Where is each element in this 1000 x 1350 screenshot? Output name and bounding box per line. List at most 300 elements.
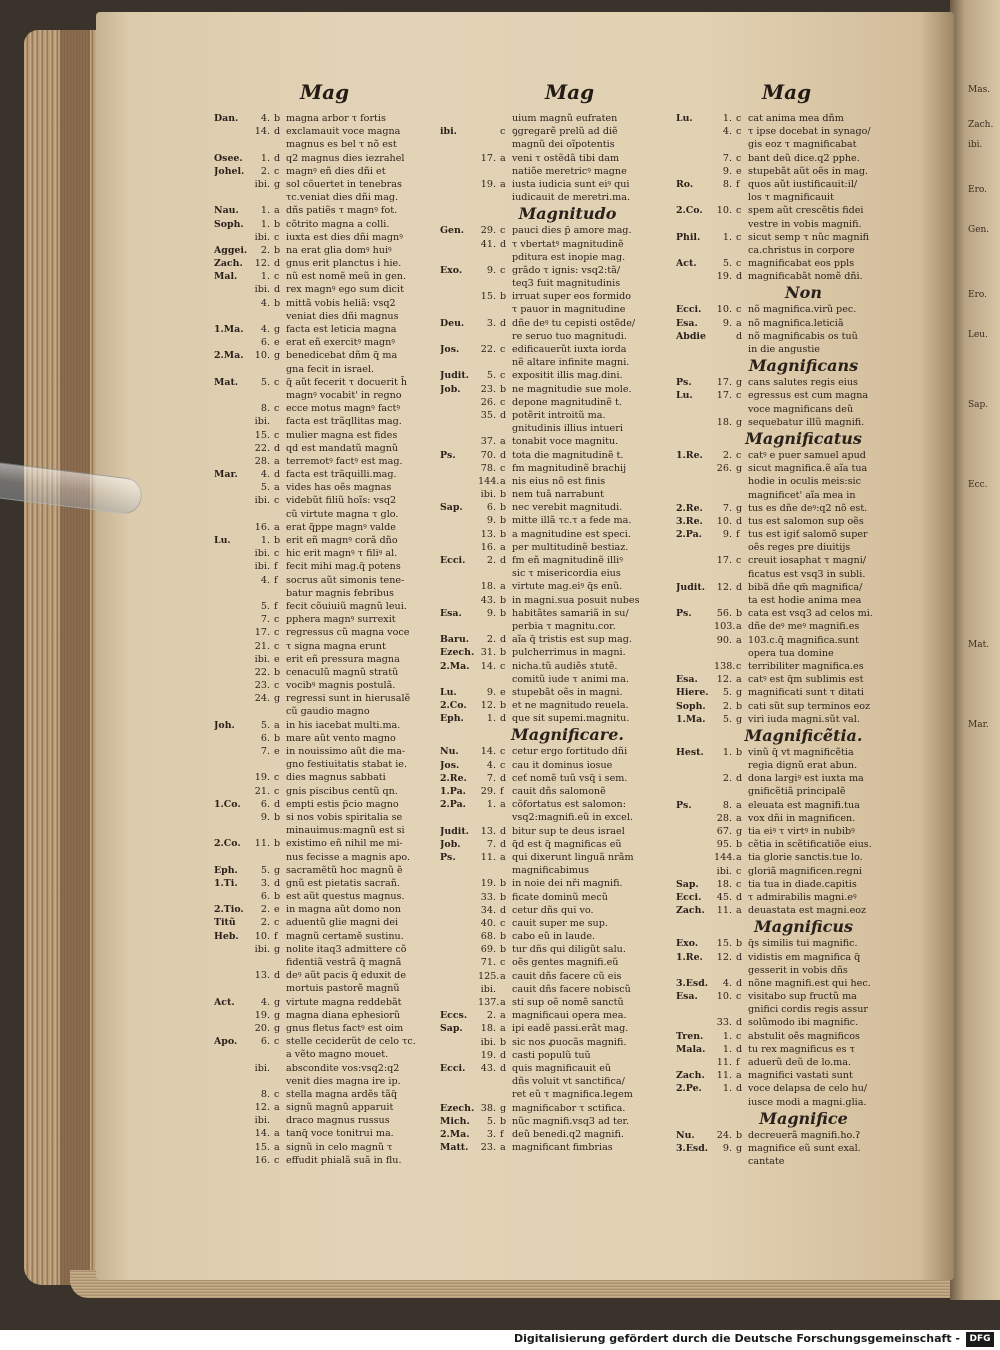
- concordance-entry: [214, 323, 439, 336]
- concordance-entry: [676, 218, 901, 231]
- chapter-number: 5.: [486, 370, 496, 382]
- section-letter: b: [274, 666, 281, 678]
- entry-text: nõ magnificabis os tuũ: [748, 330, 858, 342]
- section-heading: Magnifice: [759, 1108, 848, 1128]
- section-letter: c: [274, 772, 280, 784]
- entry-text: magnus es bel τ nõ est: [286, 139, 397, 151]
- section-letter: a: [500, 541, 506, 553]
- book-reference: 3.Esd.: [676, 977, 709, 989]
- section-letter: d: [736, 330, 743, 342]
- section-letter: g: [736, 687, 743, 699]
- chapter-number: 1.: [722, 1030, 732, 1042]
- book-reference: Abdie: [676, 330, 706, 342]
- entry-text: cõfortatus est salomon:: [512, 799, 626, 811]
- entry-text: minauimus:magnũ est si: [286, 825, 405, 837]
- section-letter: d: [500, 838, 507, 850]
- section-letter: c: [736, 1030, 742, 1042]
- concordance-entry: [214, 1009, 439, 1022]
- concordance-entry: [440, 277, 665, 290]
- section-letter: b: [736, 608, 743, 620]
- section-letter: a: [500, 851, 506, 863]
- concordance-entry: [440, 567, 665, 580]
- section-letter: c: [500, 126, 506, 138]
- section-letter: b: [500, 528, 507, 540]
- concordance-entry: [440, 864, 665, 877]
- concordance-entry: [676, 759, 901, 772]
- entry-text: potẽrit introitũ ma.: [512, 409, 606, 421]
- entry-text: sol cõuertet in tenebras: [286, 178, 402, 190]
- entry-text: erit eñ magnꝰ corã dño: [286, 535, 398, 546]
- section-letter: f: [736, 1057, 740, 1068]
- chapter-number: 33.: [480, 891, 496, 903]
- entry-text: cũ virtute magna τ glo.: [286, 508, 399, 520]
- chapter-number: 11.: [716, 1070, 732, 1082]
- chapter-number: 15.: [254, 429, 270, 441]
- concordance-entry: [214, 785, 439, 798]
- concordance-entry: [676, 389, 901, 402]
- section-letter: c: [274, 1088, 280, 1100]
- section-heading: Magnificus: [754, 917, 853, 937]
- section-heading: Magnificẽtia.: [744, 725, 863, 745]
- entry-text: in his iacebat multi.ma.: [286, 719, 401, 731]
- concordance-entry: [676, 303, 901, 316]
- concordance-entry: [214, 442, 439, 455]
- concordance-entry: [214, 429, 439, 442]
- book-reference: Lu.: [440, 686, 457, 698]
- section-letter: d: [500, 555, 507, 566]
- chapter-number: 11.: [480, 851, 496, 863]
- entry-text: tur dñs qui diligũt salu.: [512, 944, 626, 956]
- entry-text: per multitudinẽ bestiaz.: [512, 541, 629, 553]
- book-reference: 3.Re.: [676, 515, 703, 527]
- chapter-number: 9.: [722, 165, 732, 177]
- concordance-entry: [676, 1129, 901, 1142]
- concordance-entry: [440, 303, 665, 316]
- chapter-number: 5.: [260, 719, 270, 731]
- chapter-number: 5.: [260, 482, 270, 494]
- chapter-number: ibi.: [254, 1115, 270, 1127]
- concordance-entry: [214, 349, 439, 362]
- section-letter: f: [736, 529, 740, 541]
- chapter-number: 70.: [480, 449, 496, 461]
- concordance-entry: [440, 224, 665, 237]
- concordance-entry: [214, 283, 439, 296]
- concordance-entry: [676, 270, 901, 283]
- concordance-entry: [440, 917, 665, 930]
- concordance-entry: [440, 673, 665, 686]
- entry-text: spem aũt crescẽtis fidei: [748, 205, 864, 217]
- section-letter: c: [500, 660, 506, 672]
- section-letter: c: [500, 917, 506, 929]
- concordance-entry: [440, 178, 665, 191]
- book-reference: Johel.: [214, 165, 245, 177]
- concordance-entry: [676, 1030, 901, 1043]
- chapter-number: 144.: [714, 852, 736, 864]
- concordance-entry: [440, 996, 665, 1009]
- entry-text: fm eñ magnitudinẽ illiꝰ: [512, 555, 623, 566]
- entry-text: cata est vsq3 ad celos mi.: [748, 608, 873, 620]
- concordance-entry: [676, 713, 901, 726]
- section-letter: c: [274, 627, 280, 639]
- chapter-number: 1.: [722, 231, 732, 243]
- entry-text: a vẽto magno mouet.: [286, 1049, 389, 1061]
- book-reference: Ezech.: [440, 647, 475, 659]
- concordance-entry: [440, 772, 665, 785]
- entry-text: nis eius nõ est finis: [512, 475, 606, 487]
- book-reference: 2.Re.: [440, 772, 467, 784]
- section-letter: d: [274, 126, 281, 138]
- concordance-entry: [676, 416, 901, 429]
- entry-text: regressi sunt in hierusalẽ: [286, 693, 411, 705]
- section-letter: g: [274, 943, 281, 955]
- concordance-entry: [214, 824, 439, 837]
- entry-text: vides has oẽs magnas: [286, 482, 392, 494]
- entry-text: tus est igiť salomõ super: [748, 529, 868, 541]
- book-reference: Lu.: [676, 113, 693, 124]
- concordance-entry: [440, 554, 665, 567]
- entry-text: fm magnitudinẽ brachij: [512, 462, 627, 474]
- book-reference: Deu.: [440, 317, 465, 329]
- concordance-entry: [676, 865, 901, 878]
- chapter-number: 19.: [480, 178, 496, 190]
- entry-text: iudicauit de meretri.ma.: [512, 192, 631, 204]
- concordance-entry: [440, 238, 665, 251]
- book-reference: Judit.: [676, 581, 705, 593]
- section-letter: f: [274, 561, 278, 573]
- entry-text: bibã dñe qm̃ magnifica/: [748, 581, 863, 593]
- section-letter: c: [736, 113, 742, 124]
- chapter-number: 10.: [716, 991, 732, 1003]
- chapter-number: ibi.: [480, 1036, 496, 1048]
- entry-text: sequebatur illũ magnifi.: [748, 416, 865, 428]
- concordance-entry: [440, 956, 665, 969]
- entry-text: re seruo tuo magnitudi.: [512, 330, 627, 342]
- concordance-entry: [676, 112, 901, 125]
- entry-text: nũc magnifi.vsq3 ad ter.: [512, 1115, 630, 1127]
- concordance-entry: [214, 679, 439, 692]
- concordance-entry: [676, 673, 901, 686]
- chapter-number: 9.: [722, 1142, 732, 1154]
- section-letter: a: [500, 1142, 506, 1154]
- section-letter: a: [274, 1102, 280, 1114]
- entry-text: quos aũt iustificauit:il/: [748, 178, 858, 190]
- section-letter: d: [736, 1083, 743, 1095]
- concordance-entry: [214, 745, 439, 758]
- concordance-entry: [440, 449, 665, 462]
- concordance-entry: [676, 799, 901, 812]
- concordance-entry: [676, 990, 901, 1003]
- entry-text: gnũ est pietatis sacrañ.: [286, 877, 400, 889]
- book-reference: Sap.: [440, 502, 463, 514]
- entry-text: vestre in vobis magnifi.: [748, 218, 862, 230]
- concordance-entry: [214, 494, 439, 507]
- entry-text: vox dñi in magnificen.: [748, 812, 856, 824]
- chapter-number: 13.: [480, 825, 496, 837]
- chapter-number: 71.: [480, 957, 496, 969]
- running-head-middle: Mag: [545, 80, 595, 104]
- concordance-entry: [676, 1096, 901, 1109]
- entry-text: bitur sup te deus israel: [512, 825, 625, 837]
- entry-text: pphera magnꝰ surrexit: [286, 614, 396, 626]
- concordance-entry: [440, 891, 665, 904]
- concordance-entry: [676, 812, 901, 825]
- entry-text: rex magnꝰ ego sum dicit: [286, 284, 404, 296]
- concordance-entry: [214, 534, 439, 547]
- entry-text: dñs voluit vt sanctifica/: [512, 1076, 625, 1088]
- chapter-number: 38.: [480, 1102, 496, 1114]
- section-letter: g: [274, 324, 281, 335]
- chapter-number: 5.: [722, 713, 732, 725]
- section-letter: b: [736, 938, 743, 950]
- concordance-entry: [676, 891, 901, 904]
- book-reference: Sap.: [676, 878, 699, 890]
- page-stack: [60, 30, 90, 1285]
- book-reference: Exo.: [440, 264, 463, 276]
- entry-text: iusta iudicia sunt eiꝰ qui: [512, 178, 630, 190]
- chapter-number: ibi.: [480, 983, 496, 995]
- book-reference: Aggei.: [214, 244, 248, 256]
- chapter-number: 5.: [486, 1115, 496, 1127]
- section-letter: e: [274, 653, 280, 665]
- section-letter: c: [500, 396, 506, 408]
- chapter-number: ibi.: [254, 178, 270, 190]
- entry-text: nõne magnifi.est qui hec.: [748, 977, 871, 989]
- concordance-entry: [440, 1088, 665, 1101]
- concordance-entry: [440, 541, 665, 554]
- concordance-entry: [214, 1088, 439, 1101]
- concordance-entry: [214, 719, 439, 732]
- chapter-number: ibi.: [254, 284, 270, 296]
- chapter-number: 6.: [260, 891, 270, 903]
- section-letter: c: [736, 231, 742, 243]
- chapter-number: 3.: [260, 877, 270, 889]
- section-letter: c: [274, 785, 280, 797]
- concordance-entry: [214, 1062, 439, 1075]
- section-letter: a: [274, 455, 280, 467]
- chapter-number: 125.: [478, 970, 500, 982]
- chapter-number: 7.: [260, 746, 270, 757]
- section-letter: d: [274, 469, 281, 481]
- concordance-entry: [214, 666, 439, 679]
- concordance-entry: [440, 904, 665, 917]
- section-letter: c: [500, 462, 506, 474]
- footer-credit: Digitalisierung gefördert durch die Deutsche Forschungsgemeinschaft -: [513, 1332, 960, 1345]
- entry-text: teq3 fuit magnitudinis: [512, 278, 621, 290]
- entry-text: tia tua in diade.capitis: [748, 878, 857, 890]
- entry-text: empti estis p̃cio magno: [286, 798, 399, 810]
- concordance-entry: [214, 903, 439, 916]
- chapter-number: 17.: [254, 627, 270, 639]
- concordance-entry: [214, 1127, 439, 1140]
- section-letter: d: [500, 634, 507, 646]
- concordance-entry: [676, 772, 901, 785]
- entry-text: creuit iosaphat τ magni/: [748, 555, 867, 567]
- entry-text: existimo eñ nihil me mi-: [286, 838, 403, 850]
- concordance-entry: [676, 376, 901, 389]
- section-letter: d: [274, 442, 281, 454]
- entry-text: τ pauor in magnitudine: [512, 304, 626, 316]
- chapter-number: 41.: [480, 238, 496, 250]
- chapter-number: 19.: [716, 271, 732, 283]
- entry-text: magnꝰ eñ dies dñi et: [286, 165, 386, 177]
- right-page-fragment: Mar.: [968, 720, 989, 730]
- book-reference: 2.Co.: [214, 838, 241, 850]
- entry-text: stella magna ardẽs tãq̃: [286, 1088, 398, 1100]
- concordance-entry: [214, 178, 439, 191]
- section-letter: c: [736, 660, 742, 672]
- entry-text: egressus est cum magna: [748, 390, 869, 402]
- section-letter: a: [500, 581, 506, 593]
- section-heading: Magnificatus: [745, 428, 862, 448]
- running-head-left: Mag: [300, 80, 350, 104]
- section-letter: b: [500, 383, 507, 395]
- concordance-column-left: [214, 112, 439, 1167]
- entry-text: aduentũ glie magni dei: [286, 917, 399, 929]
- concordance-entry: [440, 1049, 665, 1062]
- concordance-entry: [214, 705, 439, 718]
- chapter-number: 1.: [260, 218, 270, 230]
- concordance-entry: [440, 152, 665, 165]
- concordance-entry: [440, 877, 665, 890]
- section-letter: g: [736, 463, 743, 475]
- chapter-number: 9.: [260, 811, 270, 823]
- entry-text: iusce modi a magni.glia.: [748, 1096, 867, 1108]
- section-letter: c: [274, 917, 280, 929]
- section-letter: b: [500, 489, 507, 501]
- entry-text: est aũt questus magnus.: [286, 891, 405, 903]
- book-reference: Dan.: [214, 113, 239, 124]
- chapter-number: 24.: [254, 693, 270, 705]
- chapter-number: 9.: [486, 515, 496, 527]
- book-reference: Zach.: [676, 1070, 705, 1082]
- concordance-entry: [214, 270, 439, 283]
- concordance-entry: [214, 574, 439, 587]
- book-reference: Ps.: [440, 851, 456, 863]
- entry-text: ecce motus magnꝰ factꝰ: [286, 403, 401, 415]
- section-letter: a: [736, 1070, 742, 1082]
- entry-text: τ vbertatꝰ magnitudinẽ: [512, 238, 624, 250]
- section-letter: c: [736, 258, 742, 270]
- entry-text: nec verebit magnitudi.: [512, 502, 623, 514]
- entry-text: magnũ dei oĩpotentis: [512, 139, 615, 151]
- chapter-number: 45.: [716, 891, 732, 903]
- book-reference: 3.Esd.: [676, 1142, 709, 1154]
- chapter-number: 23.: [254, 680, 270, 692]
- section-letter: a: [274, 205, 280, 217]
- chapter-number: 12.: [716, 951, 732, 963]
- section-letter: b: [736, 839, 743, 851]
- section-letter: c: [274, 429, 280, 441]
- section-letter: d: [274, 877, 281, 889]
- chapter-number: 1.: [722, 746, 732, 758]
- concordance-entry: [676, 594, 901, 607]
- concordance-entry: [214, 969, 439, 982]
- section-letter: d: [736, 977, 743, 989]
- concordance-column-middle: [440, 112, 665, 1154]
- chapter-number: 43.: [480, 594, 496, 606]
- concordance-entry: [440, 501, 665, 514]
- concordance-entry: [440, 1128, 665, 1141]
- entry-text: sacramẽtũ hoc magnũ ẽ: [286, 864, 403, 876]
- entry-text: regia dignũ erat abun.: [748, 760, 858, 772]
- book-reference: Exo.: [676, 938, 699, 950]
- book-reference: Nau.: [214, 205, 239, 217]
- entry-text: gno festiuitatis stabat ie.: [286, 759, 407, 771]
- chapter-number: 1.: [260, 205, 270, 217]
- chapter-number: 13.: [254, 970, 270, 982]
- chapter-number: 10.: [254, 350, 270, 362]
- concordance-entry: [214, 560, 439, 573]
- section-letter: c: [736, 390, 742, 402]
- book-reference: 2.Ma.: [440, 660, 470, 672]
- entry-text: sic τ misericordia eius: [512, 568, 621, 580]
- section-letter: a: [274, 719, 280, 731]
- section-letter: g: [736, 1142, 743, 1154]
- book-reference: 2.Co.: [440, 700, 467, 712]
- chapter-number: ibi.: [254, 416, 270, 428]
- concordance-entry: [214, 640, 439, 653]
- concordance-entry: [440, 290, 665, 303]
- section-letter: d: [736, 271, 743, 283]
- section-letter: b: [500, 1115, 507, 1127]
- section-letter: g: [736, 713, 743, 725]
- concordance-entry: [440, 620, 665, 633]
- chapter-number: 13.: [480, 528, 496, 540]
- concordance-entry: [676, 686, 901, 699]
- chapter-number: 5.: [722, 687, 732, 699]
- section-letter: c: [736, 878, 742, 890]
- chapter-number: 10.: [716, 515, 732, 527]
- entry-text: in noie dei nři magnifi.: [512, 878, 623, 890]
- book-reference: Jos.: [440, 344, 460, 355]
- section-letter: c: [274, 640, 280, 652]
- concordance-entry: [440, 422, 665, 435]
- entry-text: magnifice eũ sunt exal.: [748, 1142, 861, 1154]
- concordance-entry: [676, 475, 901, 488]
- entry-text: gnus erit planctus i hie.: [286, 258, 402, 270]
- chapter-number: 103.: [714, 621, 736, 633]
- section-letter: b: [736, 746, 743, 758]
- section-letter: g: [500, 1102, 507, 1114]
- entry-text: voce delapsa de celo hu/: [748, 1083, 868, 1095]
- section-letter: b: [274, 732, 281, 744]
- chapter-number: 18.: [480, 1023, 496, 1035]
- book-reference: Nu.: [440, 746, 459, 758]
- concordance-entry: [440, 646, 665, 659]
- book-reference: Osee.: [214, 152, 243, 164]
- concordance-entry: [214, 982, 439, 995]
- concordance-entry: [676, 502, 901, 515]
- section-letter: c: [274, 1154, 280, 1166]
- entry-text: gloriã magnificen.regni: [748, 865, 862, 877]
- section-letter: d: [500, 1062, 507, 1074]
- entry-text: cati sũt sup terminos eoz: [748, 700, 871, 712]
- entry-text: nũ est nomẽ meũ in gen.: [286, 271, 407, 283]
- chapter-number: 22.: [254, 666, 270, 678]
- chapter-number: 24.: [716, 1129, 732, 1141]
- section-letter: a: [736, 634, 742, 646]
- book-reference: Apo.: [214, 1036, 238, 1048]
- chapter-number: 12.: [480, 700, 496, 712]
- concordance-entry: [214, 996, 439, 1009]
- concordance-entry: [214, 389, 439, 402]
- chapter-number: 26.: [716, 463, 732, 475]
- entry-text: nẽ altare infinite magni.: [512, 357, 630, 369]
- entry-text: regressus cũ magna voce: [286, 627, 410, 639]
- chapter-number: 35.: [480, 409, 496, 421]
- chapter-number: 9.: [722, 317, 732, 329]
- entry-text: gnitudinis illius intueri: [512, 423, 623, 435]
